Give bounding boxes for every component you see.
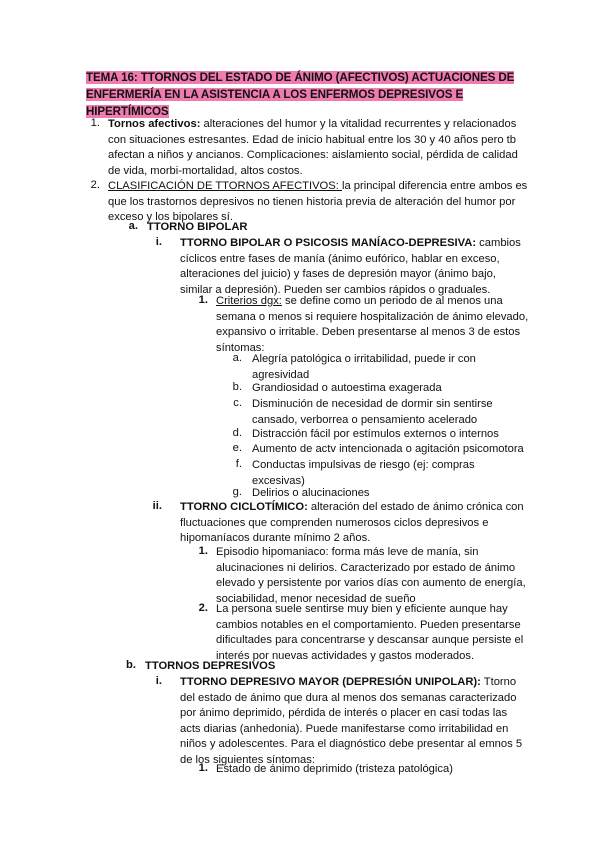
paragraph-persona-eficiente: La persona suele sentirse muy bien y eficiente aunque hay cambios notables en el comportamiento. Pueden presentarse dificultades para concentrarse y descansar aunque persiste el interés por nuevas actividades y gastos moderados. xyxy=(216,603,524,662)
term-label: CLASIFICACIÓN DE TTORNOS AFECTIVOS: xyxy=(108,180,342,192)
subsection-marker: ii. xyxy=(152,500,162,512)
paragraph-psicosis-maniaco-depresiva xyxy=(180,236,525,298)
paragraph-clasificacion xyxy=(108,179,533,226)
section-heading-depresivos: TTORNOS DEPRESIVOS xyxy=(145,660,276,672)
list-item-symptom: Disminución de necesidad de dormir sin sentirse cansado, verborrea o pensamiento acelerado xyxy=(252,398,493,426)
list-marker: 1. xyxy=(198,545,208,557)
list-item-symptom: Estado de ánimo deprimido (tristeza patológica) xyxy=(216,763,453,775)
list-marker: 1. xyxy=(198,294,208,306)
term-label: Tornos afectivos: xyxy=(108,118,201,130)
paragraph-episodio-hipomaniaco: Episodio hipomaniaco: forma más leve de manía, sin alucinaciones ni delirios. Caracterizado por estado de ánimo elevado y persistente por varios días con aumento de energía, sociabilidad, menor necesidad de sueño xyxy=(216,546,526,605)
paragraph-text: Ttorno del estado de ánimo que dura al menos dos semanas caracterizado por ánimo deprimido, pérdida de interés o placer en casi todas las acts diarias (anhedonia). Puede manifestarse como irritabilidad en niños y adolescentes. Para el diagnóstico debe presentar al emnos 5 de los siguientes síntomas: xyxy=(180,676,523,766)
term-label: Criterios dgx: xyxy=(216,295,282,307)
subsection-marker: i. xyxy=(155,236,162,248)
term-label: TTORNO DEPRESIVO MAYOR (DEPRESIÓN UNIPOLAR): xyxy=(180,676,481,688)
paragraph-text: cambios cíclicos entre fases de manía (ánimo eufórico, hablar en exceso, alteraciones del juicio) y fases de depresión mayor (ánimo bajo, similar a depresión). Pueden ser cambios rápidos o graduales. xyxy=(180,237,521,296)
list-marker: a. xyxy=(232,352,242,364)
paragraph-depresivo-mayor xyxy=(180,675,525,768)
paragraph-text: alteraciones del humor y la vitalidad recurrentes y relacionados con situaciones estresantes. Edad de inicio habitual entre los 30 y 40 años pero tb afectan a niños y ancianos. Complicaciones: aislamiento social, pérdida de calidad de vida, morbi-mortalidad, altos costos. xyxy=(108,118,518,177)
term-label: TTORNO BIPOLAR O PSICOSIS MANÍACO-DEPRESIVA: xyxy=(180,237,477,249)
paragraph-text: la principal diferencia entre ambos es que los trastornos depresivos no tienen historia previa de alteración del humor por exceso y los bipolares sí. xyxy=(108,180,528,223)
list-marker: 1. xyxy=(198,762,208,774)
list-marker: e. xyxy=(232,442,242,454)
paragraph-text: alteración del estado de ánimo crónica con fluctuaciones que comprenden numerosos ciclos depresivos e hipomaníacos durante mínimo 2 años. xyxy=(180,501,524,544)
paragraph-tornos-afectivos xyxy=(108,117,528,179)
section-marker: a. xyxy=(128,220,138,232)
section-heading-bipolar: TTORNO BIPOLAR xyxy=(147,221,248,233)
list-item-symptom: Conductas impulsivas de riesgo (ej: compras excesivas) xyxy=(252,459,475,487)
paragraph-ciclotimico xyxy=(180,500,528,547)
list-marker: f. xyxy=(235,458,242,470)
list-marker: g. xyxy=(232,486,242,498)
list-marker: d. xyxy=(232,427,242,439)
document-title: TEMA 16: TTORNOS DEL ESTADO DE ÁNIMO (AFECTIVOS) ACTUACIONES DE ENFERMERÍA EN LA ASISTENCIA A LOS ENFERMOS DEPRESIVOS E HIPERTÍMICOS xyxy=(86,71,515,118)
list-item-symptom: Grandiosidad o autoestima exagerada xyxy=(252,382,442,394)
list-item-symptom: Delirios o alucinaciones xyxy=(252,487,370,499)
subsection-marker: i. xyxy=(155,675,162,687)
list-marker: 2. xyxy=(90,179,100,191)
section-marker: b. xyxy=(126,659,136,671)
paragraph-text: se define como un periodo de al menos una semana o menos si requiere hospitalización de ánimo elevado, expansivo o irritable. Deben presentarse al menos 3 de estos síntomas: xyxy=(216,295,529,354)
list-item-symptom: Alegría patológica o irritabilidad, puede ir con agresividad xyxy=(252,353,476,381)
list-marker: b. xyxy=(232,381,242,393)
list-item-symptom: Distracción fácil por estímulos externos o internos xyxy=(252,428,499,440)
list-item-symptom: Aumento de actv intencionada o agitación psicomotora xyxy=(252,443,524,455)
list-marker: 2. xyxy=(198,602,208,614)
list-marker: 1. xyxy=(90,117,100,129)
term-label: TTORNO CICLOTÍMICO: xyxy=(180,501,308,513)
paragraph-criterios-dgx xyxy=(216,294,531,356)
list-marker: c. xyxy=(233,397,242,409)
